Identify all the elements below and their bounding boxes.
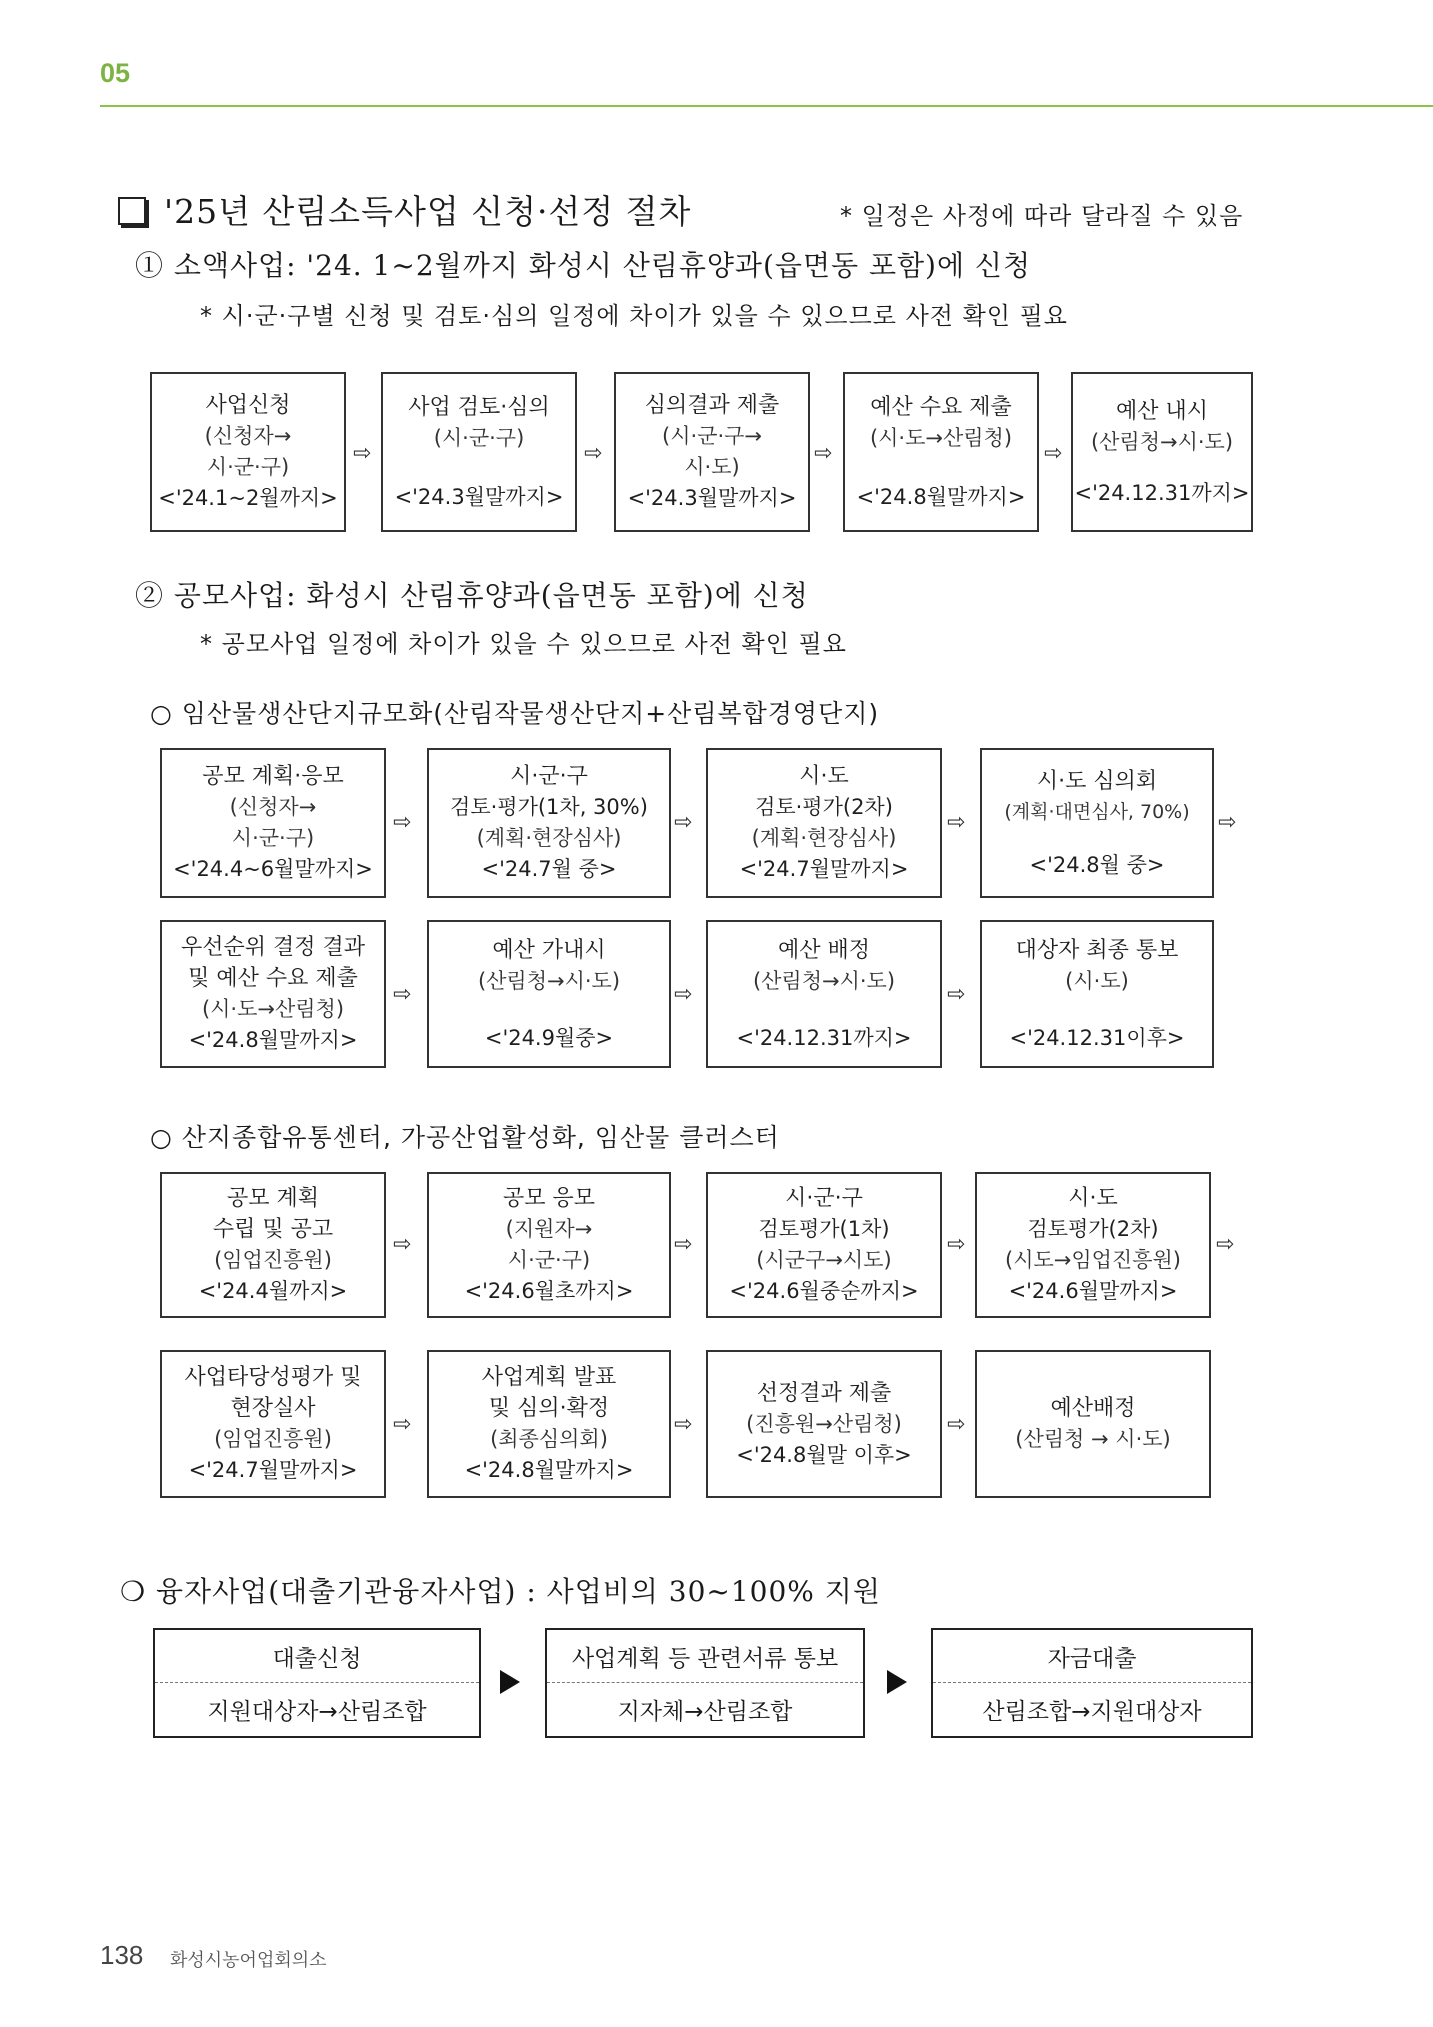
step-detail: 검토평가(1차) [758,1217,890,1241]
flow-step [980,748,1214,898]
arrow-right-icon: ⇨ [393,1412,412,1437]
step-detail: (진흥원→산림청) [746,1411,902,1436]
step-detail: (지원자→ [505,1217,593,1241]
step-date: <'24.12.31까지> [1074,480,1250,505]
step-detail: (시·군·구) [433,425,525,450]
step-detail: 수립 및 공고 [212,1217,334,1242]
loan-step [545,1628,865,1738]
step-date: <'24.8월말까지> [464,1458,634,1482]
step-date: <'24.8월말 이후> [736,1442,912,1467]
step-title: 공모 계획 [226,1186,319,1211]
step-detail: 시·군·구) [507,1248,591,1272]
arrow-right-icon: ⇨ [1218,810,1237,835]
step-title: 예산 수요 제출 [870,394,1012,420]
page-title: '25년 산림소득사업 신청·선정 절차 [164,192,692,231]
loan-step-flow: 산림조합→지원대상자 [982,1699,1202,1725]
step-title: 예산 내시 [1115,398,1208,424]
step-detail: 시·군·구) [231,826,315,850]
flow-step [706,920,942,1068]
step-date: <'24.1~2월까지> [158,486,338,510]
flow-step [975,1172,1211,1318]
flow-step [1071,372,1253,532]
flow-step [427,748,671,898]
step-detail: 검토·평가(1차, 30%) [450,795,648,819]
step-detail: (산림청→시·도) [752,968,896,993]
step-title: 공모 계획·응모 [202,764,344,789]
section3-heading: ❍ 융자사업(대출기관융자사업) : 사업비의 30~100% 지원 [120,1575,881,1608]
step-date: <'24.7월 중> [481,857,617,881]
arrow-right-icon: ⇨ [674,1232,693,1257]
arrow-right-icon: ⇨ [674,982,693,1007]
step-title: 시·도 심의회 [1036,768,1158,794]
step-date: <'24.6월초까지> [464,1279,634,1303]
group1-label: ○ 임산물생산단지규모화(산림작물생산단지+산림복합경영단지) [150,699,880,728]
step-title: 시·군·구 [510,764,588,789]
step-title: 사업타당성평가 및 [184,1365,362,1390]
step-date: <'24.6월중순까지> [729,1279,919,1303]
play-arrow-icon [887,1670,907,1694]
step-title: 심의결과 제출 [644,393,780,418]
arrow-right-icon: ⇨ [947,1412,966,1437]
step-detail: (계획·대면심사, 70%) [1004,800,1190,823]
arrow-right-icon: ⇨ [393,810,412,835]
step-date: <'24.8월 중> [1029,852,1165,877]
step-detail: 검토·평가(2차) [755,795,893,819]
step-detail: 시·군·구) [206,455,290,479]
chapter-number: 05 [100,58,131,88]
step-title: 우선순위 결정 결과 [180,935,365,960]
step-title: 시·군·구 [785,1186,863,1211]
step-date: <'24.7월말까지> [188,1458,358,1482]
step-detail: (시·도→산림청) [869,425,1013,450]
step-detail: (시·도→산림청) [201,997,345,1021]
arrow-right-icon: ⇨ [393,982,412,1007]
loan-step [931,1628,1253,1738]
flow-step [975,1350,1211,1498]
arrow-right-icon: ⇨ [947,982,966,1007]
flow-step [160,748,386,898]
section2-note: * 공모사업 일정에 차이가 있을 수 있으므로 사전 확인 필요 [200,630,847,658]
step-title: 예산 배정 [777,937,870,963]
title-note: * 일정은 사정에 따라 달라질 수 있음 [840,202,1244,230]
flow-step [843,372,1039,532]
step-detail: (계획·현장심사) [476,826,622,850]
arrow-right-icon: ⇨ [1216,1232,1235,1257]
step-title: 사업 검토·심의 [408,394,550,420]
play-arrow-icon [500,1670,520,1694]
step-detail: (최종심의회) [490,1427,608,1451]
step-title: 예산배정 [1050,1396,1136,1421]
step-detail: (시군구→시도) [756,1248,892,1272]
flow-step [427,1350,671,1498]
loan-step-title: 대출신청 [155,1630,479,1683]
loan-step-title: 사업계획 등 관련서류 통보 [547,1630,863,1683]
section-title [118,186,691,233]
flow-step [427,1172,671,1318]
flow-step [381,372,577,532]
arrow-right-icon: ⇨ [947,810,966,835]
step-title: 선정결과 제출 [756,1380,892,1406]
step-date: <'24.8월말까지> [188,1028,358,1052]
step-date: <'24.12.31이후> [1009,1025,1185,1050]
chapter-divider [100,105,1433,107]
step-date: <'24.4~6월말까지> [173,857,373,881]
flow-step [614,372,810,532]
step-date: <'24.6월말까지> [1008,1279,1178,1303]
arrow-right-icon: ⇨ [674,1412,693,1437]
step-date: <'24.3월말까지> [394,484,564,509]
step-detail: 검토평가(2차) [1027,1217,1159,1241]
publisher-name: 화성시농어업회의소 [170,1950,327,1971]
arrow-right-icon: ⇨ [393,1232,412,1257]
checkbox-icon [118,197,146,225]
step-date: <'24.3월말까지> [627,486,797,510]
step-detail: (시·군·구→ [662,424,762,448]
flow-step [980,920,1214,1068]
flow-step [160,1172,386,1318]
step-title: 대상자 최종 통보 [1015,937,1179,963]
flow-step [150,372,346,532]
flow-step [160,920,386,1068]
section1-heading: ① 소액사업: '24. 1~2월까지 화성시 산림휴양과(읍면동 포함)에 신청 [135,249,1032,282]
arrow-right-icon: ⇨ [1044,441,1063,466]
step-detail: 현장실사 [230,1396,316,1421]
arrow-right-icon: ⇨ [814,441,833,466]
step-detail: (산림청 → 시·도) [1015,1427,1171,1451]
step-title: 시·도 [1068,1186,1118,1211]
step-detail: (신청자→ [229,795,317,819]
step-detail: (시도→임업진흥원) [1005,1248,1181,1272]
section1-note: * 시·군·구별 신청 및 검토·심의 일정에 차이가 있을 수 있으므로 사전 확인 필요 [200,302,1068,330]
step-detail: 시·도) [684,455,740,479]
page-number: 138 [100,1940,144,1970]
step-detail: (임업진흥원) [214,1248,332,1272]
step-date: <'24.7월말까지> [739,857,909,881]
flow-step [706,1350,942,1498]
step-detail: 및 예산 수요 제출 [188,966,358,991]
step-title: 사업계획 발표 [481,1365,617,1390]
step-detail: (시·도) [1065,968,1129,993]
step-title: 시·도 [799,764,849,789]
step-title: 예산 가내시 [492,937,606,963]
arrow-right-icon: ⇨ [353,441,372,466]
arrow-right-icon: ⇨ [947,1232,966,1257]
loan-step [153,1628,481,1738]
step-detail: 및 심의·확정 [488,1396,610,1421]
flow-step [427,920,671,1068]
flow-step [706,1172,942,1318]
loan-step-flow: 지원대상자→산림조합 [207,1699,427,1725]
step-title: 사업신청 [205,393,291,418]
flow-step [160,1350,386,1498]
group2-label: ○ 산지종합유통센터, 가공산업활성화, 임산물 클러스터 [150,1123,780,1152]
section2-heading: ② 공모사업: 화성시 산림휴양과(읍면동 포함)에 신청 [135,579,809,612]
loan-step-title: 자금대출 [933,1630,1251,1683]
step-date: <'24.8월말까지> [856,484,1026,509]
arrow-right-icon: ⇨ [584,441,603,466]
arrow-right-icon: ⇨ [674,810,693,835]
flow-step [706,748,942,898]
step-date: <'24.12.31까지> [736,1025,912,1050]
step-title: 공모 응모 [502,1186,595,1211]
step-date: <'24.4월까지> [198,1279,348,1303]
loan-step-flow: 지자체→산림조합 [617,1699,793,1725]
step-detail: (임업진흥원) [214,1427,332,1451]
step-date: <'24.9월중> [484,1025,614,1050]
step-detail: (산림청→시·도) [477,968,621,993]
step-detail: (신청자→ [204,424,292,448]
step-detail: (산림청→시·도) [1090,429,1234,454]
step-detail: (계획·현장심사) [751,826,897,850]
